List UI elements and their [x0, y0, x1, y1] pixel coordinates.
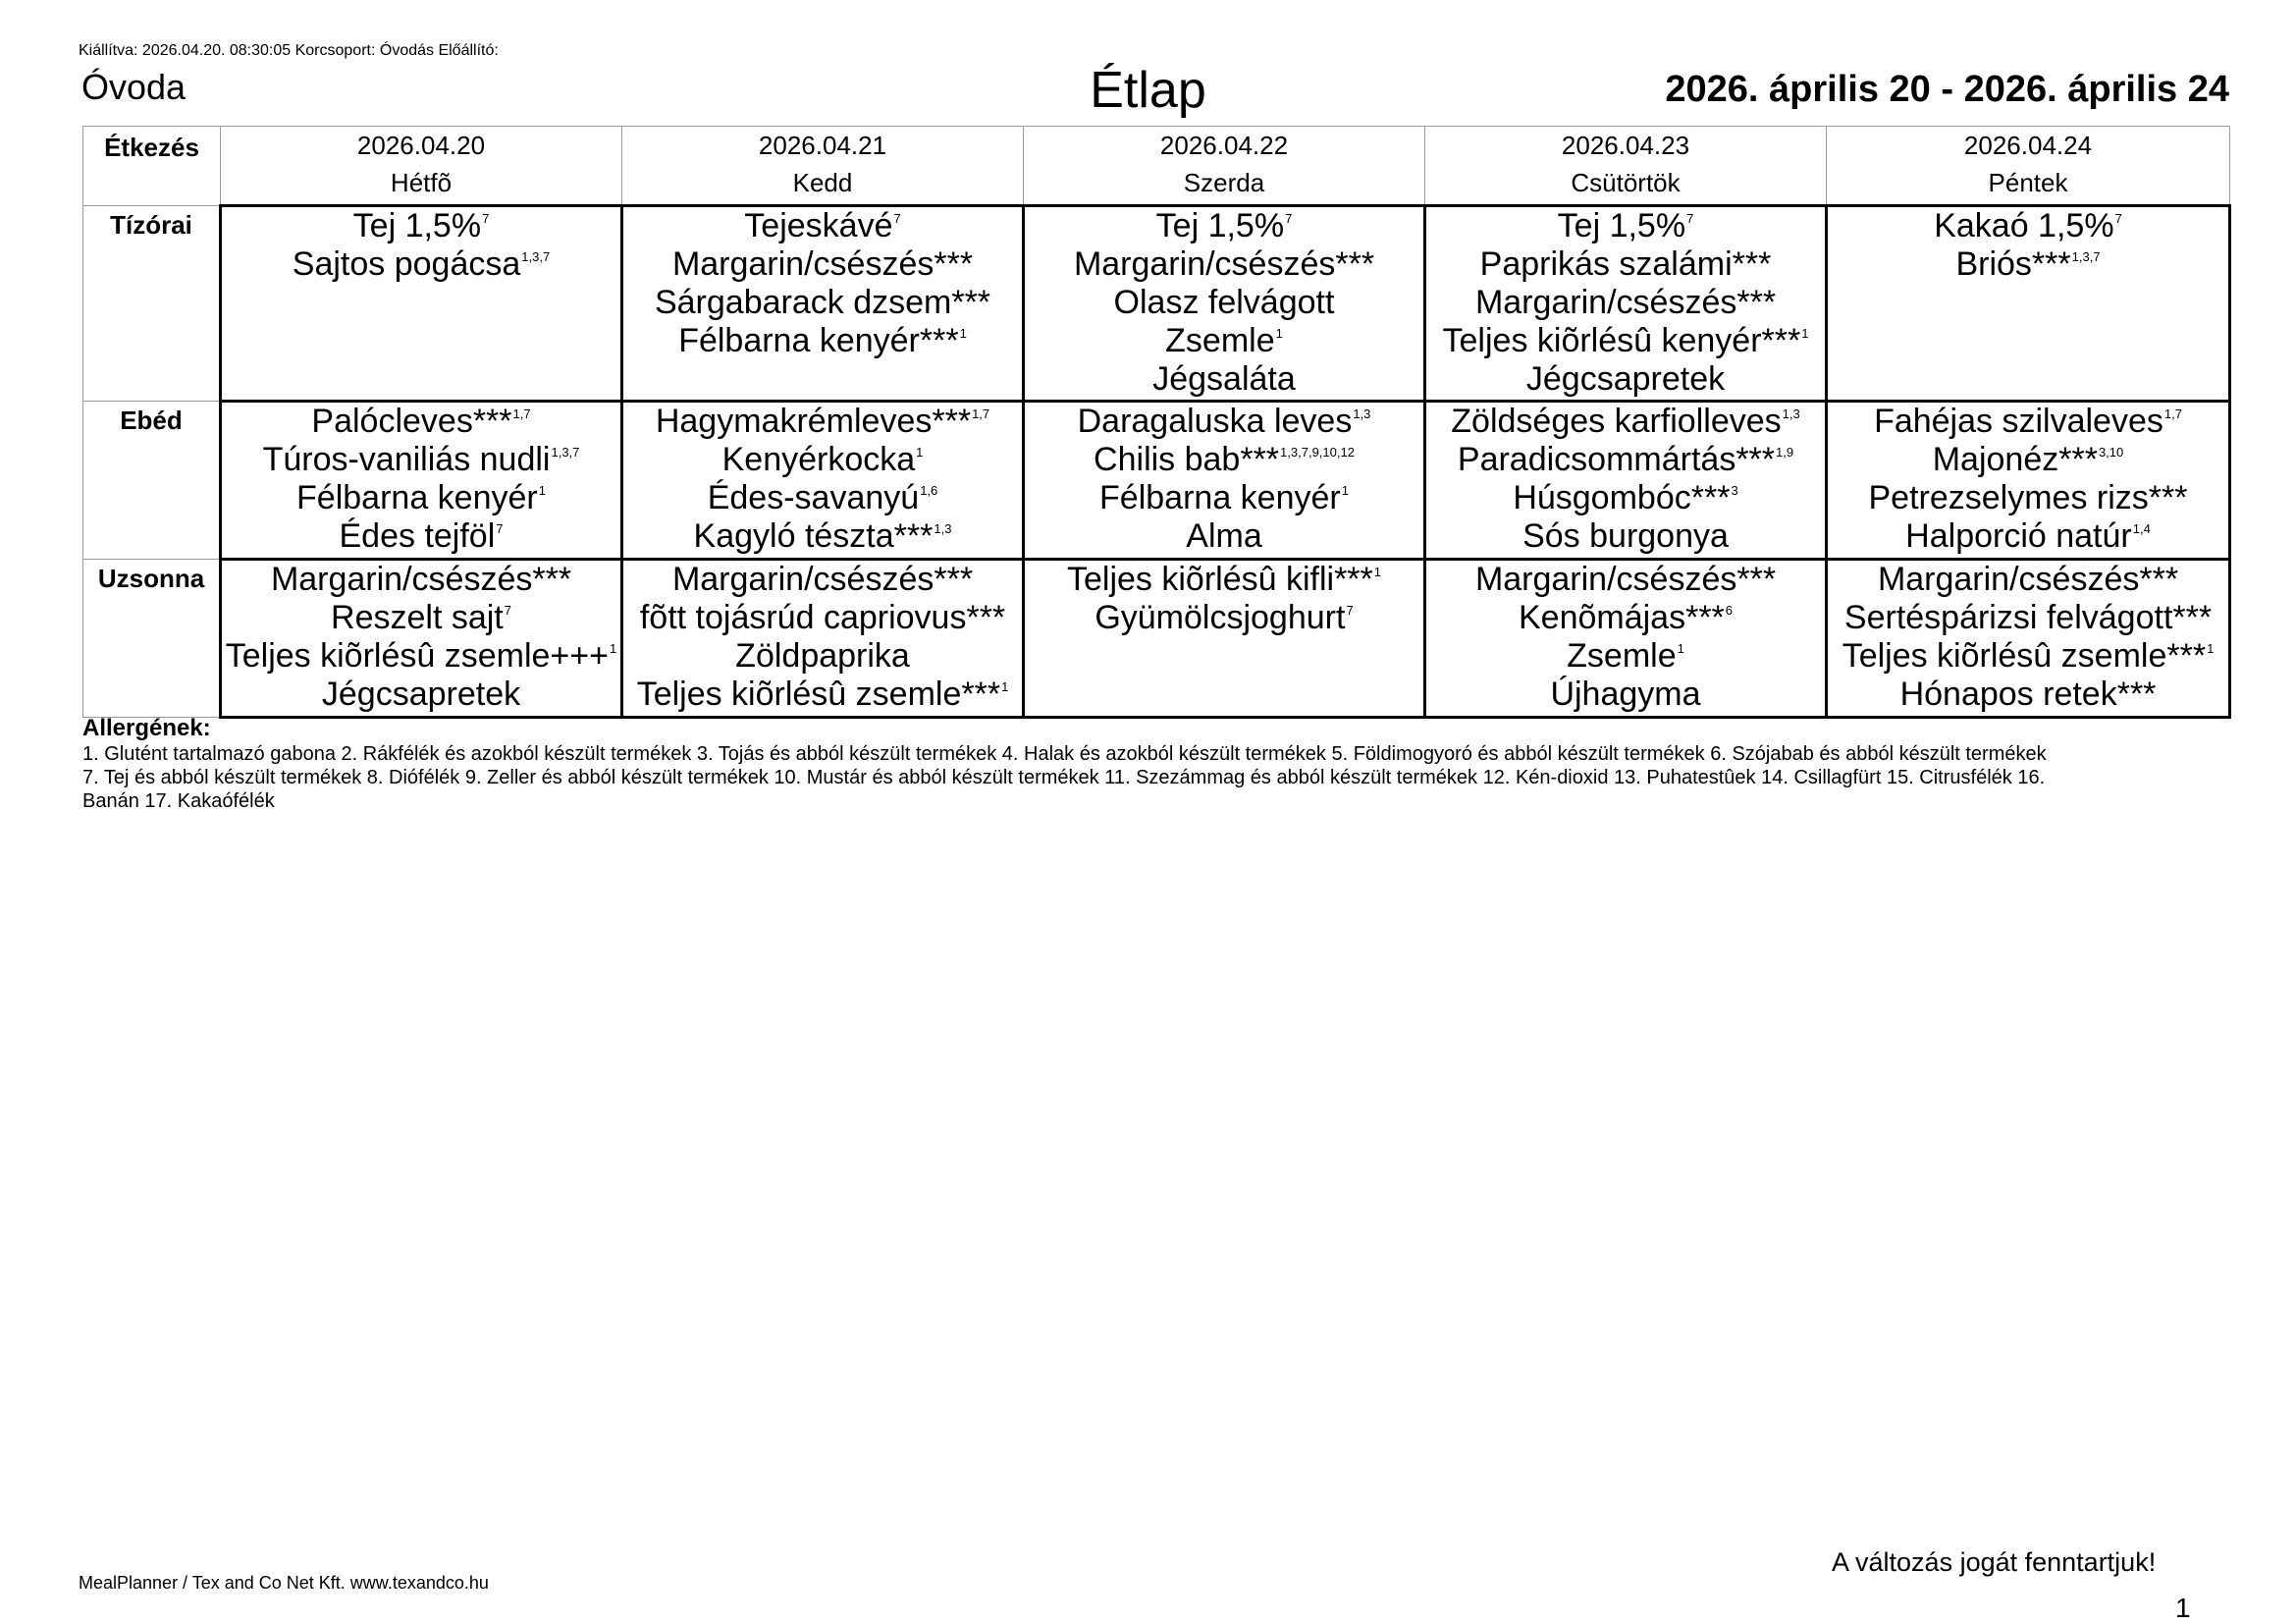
allergen-codes: 7 — [893, 211, 901, 226]
allergen-codes: 1,3 — [934, 521, 952, 536]
menu-item-name: Jégsaláta — [1152, 360, 1296, 398]
menu-item — [623, 599, 1022, 637]
menu-cell — [622, 560, 1024, 718]
allergen-codes: 1,7 — [512, 406, 531, 421]
menu-item — [1828, 599, 2228, 637]
organization-name: Óvoda — [81, 67, 187, 107]
menu-item-name: Kenõmájas*** — [1518, 599, 1725, 636]
menu-item — [1426, 207, 1825, 245]
menu-item — [1025, 441, 1423, 479]
menu-item — [623, 322, 1022, 360]
menu-item-name: Reszelt sajt — [331, 599, 504, 636]
menu-item — [1828, 676, 2228, 714]
menu-item — [1426, 479, 1825, 517]
menu-item — [1426, 403, 1825, 441]
allergen-codes: 1,3,7 — [521, 249, 551, 264]
allergen-codes: 1 — [916, 445, 924, 460]
menu-item — [1426, 599, 1825, 637]
menu-item — [623, 207, 1022, 245]
menu-item-name: Teljes kiõrlésû kenyér*** — [1442, 322, 1801, 359]
menu-cell — [1024, 206, 1425, 402]
menu-item — [222, 561, 620, 599]
day-date: 2026.04.20 — [356, 131, 486, 160]
menu-item-name: Kakaó 1,5% — [1934, 207, 2114, 244]
menu-cell — [221, 206, 622, 402]
menu-item — [1828, 637, 2228, 676]
menu-cell — [1024, 402, 1425, 560]
menu-item-name: Húsgombóc*** — [1513, 479, 1731, 516]
menu-item — [222, 599, 620, 637]
menu-item — [222, 207, 620, 245]
day-date: 2026.04.23 — [1561, 131, 1690, 160]
day-name: Péntek — [1988, 168, 2068, 197]
page-number: 1 — [2175, 1593, 2191, 1623]
menu-item-name: Kagyló tészta*** — [693, 517, 934, 555]
meal-label: Uzsonna — [83, 560, 221, 718]
menu-item — [1828, 207, 2228, 245]
menu-item-name: Teljes kiõrlésû zsemle*** — [636, 676, 1001, 713]
menu-item — [1025, 245, 1423, 284]
allergen-codes: 1,7 — [2163, 406, 2182, 421]
menu-item — [1426, 284, 1825, 322]
menu-item — [222, 403, 620, 441]
allergen-codes: 1 — [1373, 565, 1381, 579]
day-name: Kedd — [792, 168, 853, 197]
menu-item — [623, 284, 1022, 322]
day-date: 2026.04.24 — [1963, 131, 2093, 160]
menu-item — [1828, 561, 2228, 599]
menu-item-name: Félbarna kenyér*** — [678, 322, 959, 359]
allergen-codes: 1,4 — [2132, 521, 2151, 536]
menu-item-name: Halporció natúr — [1905, 517, 2132, 555]
menu-item — [1025, 479, 1423, 517]
meal-row-ebed — [83, 402, 2230, 560]
menu-item — [222, 676, 620, 714]
day-name: Hétfõ — [390, 168, 453, 197]
meal-column-label: Étkezés — [104, 133, 199, 162]
allergen-codes: 1 — [538, 483, 546, 498]
menu-item — [1426, 245, 1825, 284]
menu-item-name: Tejeskávé — [744, 207, 893, 244]
menu-cell — [221, 402, 622, 560]
menu-cell — [1024, 560, 1425, 718]
day-name: Csütörtök — [1571, 168, 1681, 197]
allergen-line: 7. Tej és abból készült termékek 8. Diófélék 9. Zeller és abból készült termékek 10. Mustár és abból készült termékek 11. Szezámmag és abból készült termékek 12. Kén-dioxid 13. Puhatestûek 14. Csillagfürt 15. Citrusfélék 16. — [82, 767, 2046, 788]
allergen-codes: 1 — [1341, 483, 1349, 498]
menu-item-name: Gyümölcsjoghurt — [1095, 599, 1346, 636]
allergen-codes: 1 — [1677, 641, 1684, 656]
menu-item — [1025, 284, 1423, 322]
allergen-line: 1. Glutént tartalmazó gabona 2. Rákfélék és azokból készült termékek 3. Tojás és abból készült termékek 4. Halak és azokból készült termékek 5. Földimogyoró és abból készült termékek 6. Szójabab és abból készült termékek — [82, 743, 2047, 765]
menu-item-name: Jégcsapretek — [1525, 360, 1726, 398]
issued-info: Kiállítva: 2026.04.20. 08:30:05 Korcsoport: Óvodás Előállító: — [79, 42, 499, 59]
menu-item-name: Félbarna kenyér — [1099, 479, 1341, 516]
allergen-codes: 1 — [1801, 326, 1809, 341]
meal-label: Ebéd — [83, 402, 221, 560]
menu-cell — [1827, 206, 2230, 402]
menu-item — [1426, 676, 1825, 714]
menu-item-name: Kenyérkocka — [721, 441, 916, 478]
allergen-codes: 1,3,7 — [2071, 249, 2101, 264]
allergen-codes: 1,3,7 — [551, 445, 580, 460]
meal-row-uzsonna — [83, 560, 2230, 718]
menu-item — [1025, 207, 1423, 245]
day-header-wednesday — [1024, 127, 1425, 206]
menu-item-name: Tej 1,5% — [1155, 207, 1285, 244]
menu-item — [623, 479, 1022, 517]
menu-item — [1025, 403, 1423, 441]
menu-item-name: Briós*** — [1955, 245, 2071, 283]
allergen-codes: 1 — [959, 326, 967, 341]
menu-cell — [221, 560, 622, 718]
allergen-heading: Allergének: — [82, 715, 211, 741]
day-header-tuesday — [622, 127, 1024, 206]
allergen-codes: 3 — [1731, 483, 1738, 498]
allergen-codes: 1,3 — [1782, 406, 1800, 421]
menu-item — [222, 245, 620, 284]
menu-item-name: Petrezselymes rizs*** — [1868, 479, 2188, 516]
menu-item-name: Sertéspárizsi felvágott*** — [1843, 599, 2213, 636]
menu-item-name: Alma — [1186, 517, 1262, 555]
allergen-codes: 7 — [482, 211, 490, 226]
menu-item-name: fõtt tojásrúd capriovus*** — [639, 599, 1006, 636]
allergen-codes: 1 — [1275, 326, 1283, 341]
menu-item — [623, 517, 1022, 556]
menu-item-name: Teljes kiõrlésû kifli*** — [1066, 561, 1373, 598]
menu-item — [222, 441, 620, 479]
menu-item-name: Jégcsapretek — [321, 676, 521, 713]
menu-item-name: Margarin/csészés*** — [1877, 561, 2179, 598]
menu-item-name: Tej 1,5% — [1557, 207, 1686, 244]
menu-item-name: Margarin/csészés*** — [1474, 284, 1777, 321]
footer-credit: MealPlanner / Tex and Co Net Kft. www.texandco.hu — [79, 1573, 489, 1593]
menu-item — [623, 637, 1022, 676]
menu-item-name: Fahéjas szilvaleves — [1874, 403, 2163, 440]
menu-item-name: Túros-vaniliás nudli — [262, 441, 551, 478]
menu-item-name: Sárgabarack dzsem*** — [654, 284, 991, 321]
footer-note: A változás jogát fenntartjuk! — [1832, 1547, 2157, 1577]
allergen-codes: 3,10 — [2098, 445, 2124, 460]
menu-item — [623, 676, 1022, 714]
menu-cell — [1425, 206, 1827, 402]
menu-item-name: Margarin/csészés*** — [671, 561, 974, 598]
allergen-codes: 1 — [610, 641, 617, 656]
menu-item — [1426, 561, 1825, 599]
date-range: 2026. április 20 - 2026. április 24 — [1665, 69, 2229, 110]
menu-cell — [1425, 560, 1827, 718]
menu-item — [1025, 517, 1423, 556]
menu-item — [623, 245, 1022, 284]
allergen-codes: 7 — [1346, 603, 1354, 618]
menu-item-name: Margarin/csészés*** — [1474, 561, 1777, 598]
menu-item-name: Félbarna kenyér — [296, 479, 538, 516]
day-header-row — [83, 127, 2230, 206]
menu-table — [82, 126, 2231, 719]
menu-item — [222, 637, 620, 676]
menu-item — [222, 479, 620, 517]
menu-item — [1025, 599, 1423, 637]
menu-item-name: Hagymakrémleves*** — [655, 403, 972, 440]
menu-item-name: Margarin/csészés*** — [1073, 245, 1375, 283]
page-title: Étlap — [1090, 62, 1206, 119]
menu-cell — [622, 206, 1024, 402]
allergen-codes: 7 — [504, 603, 511, 618]
day-date: 2026.04.21 — [758, 131, 887, 160]
menu-item — [1828, 441, 2228, 479]
menu-item — [1426, 637, 1825, 676]
menu-item — [1426, 322, 1825, 360]
menu-cell — [1827, 560, 2230, 718]
allergen-codes: 7 — [1686, 211, 1694, 226]
menu-item-name: Hónapos retek*** — [1899, 676, 2157, 713]
meal-column-header — [83, 127, 221, 206]
allergen-codes: 1,6 — [920, 483, 938, 498]
menu-item-name: Édes-savanyú — [707, 479, 920, 516]
allergen-codes: 7 — [496, 521, 504, 536]
day-header-friday — [1827, 127, 2230, 206]
menu-item-name: Zsemle — [1165, 322, 1275, 359]
allergen-codes: 1 — [1001, 679, 1009, 694]
day-date: 2026.04.22 — [1159, 131, 1289, 160]
menu-cell — [622, 402, 1024, 560]
menu-item — [1426, 441, 1825, 479]
menu-item-name: Teljes kiõrlésû zsemle*** — [1842, 637, 2207, 675]
menu-item — [1828, 517, 2228, 556]
meal-row-tizorai — [83, 206, 2230, 402]
menu-item-name: Újhagyma — [1550, 676, 1701, 713]
menu-item — [1025, 360, 1423, 399]
menu-item — [1025, 561, 1423, 599]
menu-item-name: Zöldséges karfiolleves — [1451, 403, 1782, 440]
menu-item — [1426, 517, 1825, 556]
menu-item-name: Majonéz*** — [1932, 441, 2098, 478]
allergen-codes: 7 — [2114, 211, 2122, 226]
menu-item-name: Sajtos pogácsa — [292, 245, 521, 283]
day-name: Szerda — [1183, 168, 1265, 197]
menu-item-name: Zsemle — [1567, 637, 1677, 675]
day-header-thursday — [1425, 127, 1827, 206]
allergen-codes: 1,9 — [1776, 445, 1794, 460]
allergen-codes: 1 — [2207, 641, 2215, 656]
menu-item-name: Olasz felvágott — [1113, 284, 1335, 321]
menu-cell — [1827, 402, 2230, 560]
menu-item-name: Sós burgonya — [1522, 517, 1729, 555]
menu-item-name: Teljes kiõrlésû zsemle+++ — [225, 637, 609, 675]
meal-label: Tízórai — [83, 206, 221, 402]
day-header-monday — [221, 127, 622, 206]
menu-item — [1426, 360, 1825, 399]
menu-item-name: Zöldpaprika — [735, 637, 910, 675]
menu-item-name: Tej 1,5% — [352, 207, 482, 244]
allergen-codes: 1,3,7,9,10,12 — [1280, 445, 1355, 460]
menu-item-name: Margarin/csészés*** — [270, 561, 572, 598]
menu-item-name: Paprikás szalámi*** — [1479, 245, 1772, 283]
allergen-codes: 6 — [1725, 603, 1734, 618]
menu-item — [1025, 322, 1423, 360]
menu-cell — [1425, 402, 1827, 560]
menu-item — [1828, 403, 2228, 441]
allergen-codes: 1,7 — [972, 406, 990, 421]
allergen-codes: 7 — [1285, 211, 1293, 226]
menu-item — [623, 403, 1022, 441]
menu-item-name: Chilis bab*** — [1094, 441, 1280, 478]
menu-item — [623, 561, 1022, 599]
menu-item-name: Daragaluska leves — [1077, 403, 1353, 440]
allergen-legend — [82, 715, 2291, 813]
allergen-codes: 1,3 — [1353, 406, 1371, 421]
menu-item — [1828, 245, 2228, 284]
menu-item-name: Édes tejföl — [339, 517, 496, 555]
menu-item-name: Margarin/csészés*** — [671, 245, 974, 283]
menu-item — [1828, 479, 2228, 517]
menu-item-name: Paradicsommártás*** — [1457, 441, 1776, 478]
menu-item-name: Palócleves*** — [311, 403, 512, 440]
menu-item — [623, 441, 1022, 479]
menu-item — [222, 517, 620, 556]
allergen-line: Banán 17. Kakaófélék — [82, 790, 275, 812]
